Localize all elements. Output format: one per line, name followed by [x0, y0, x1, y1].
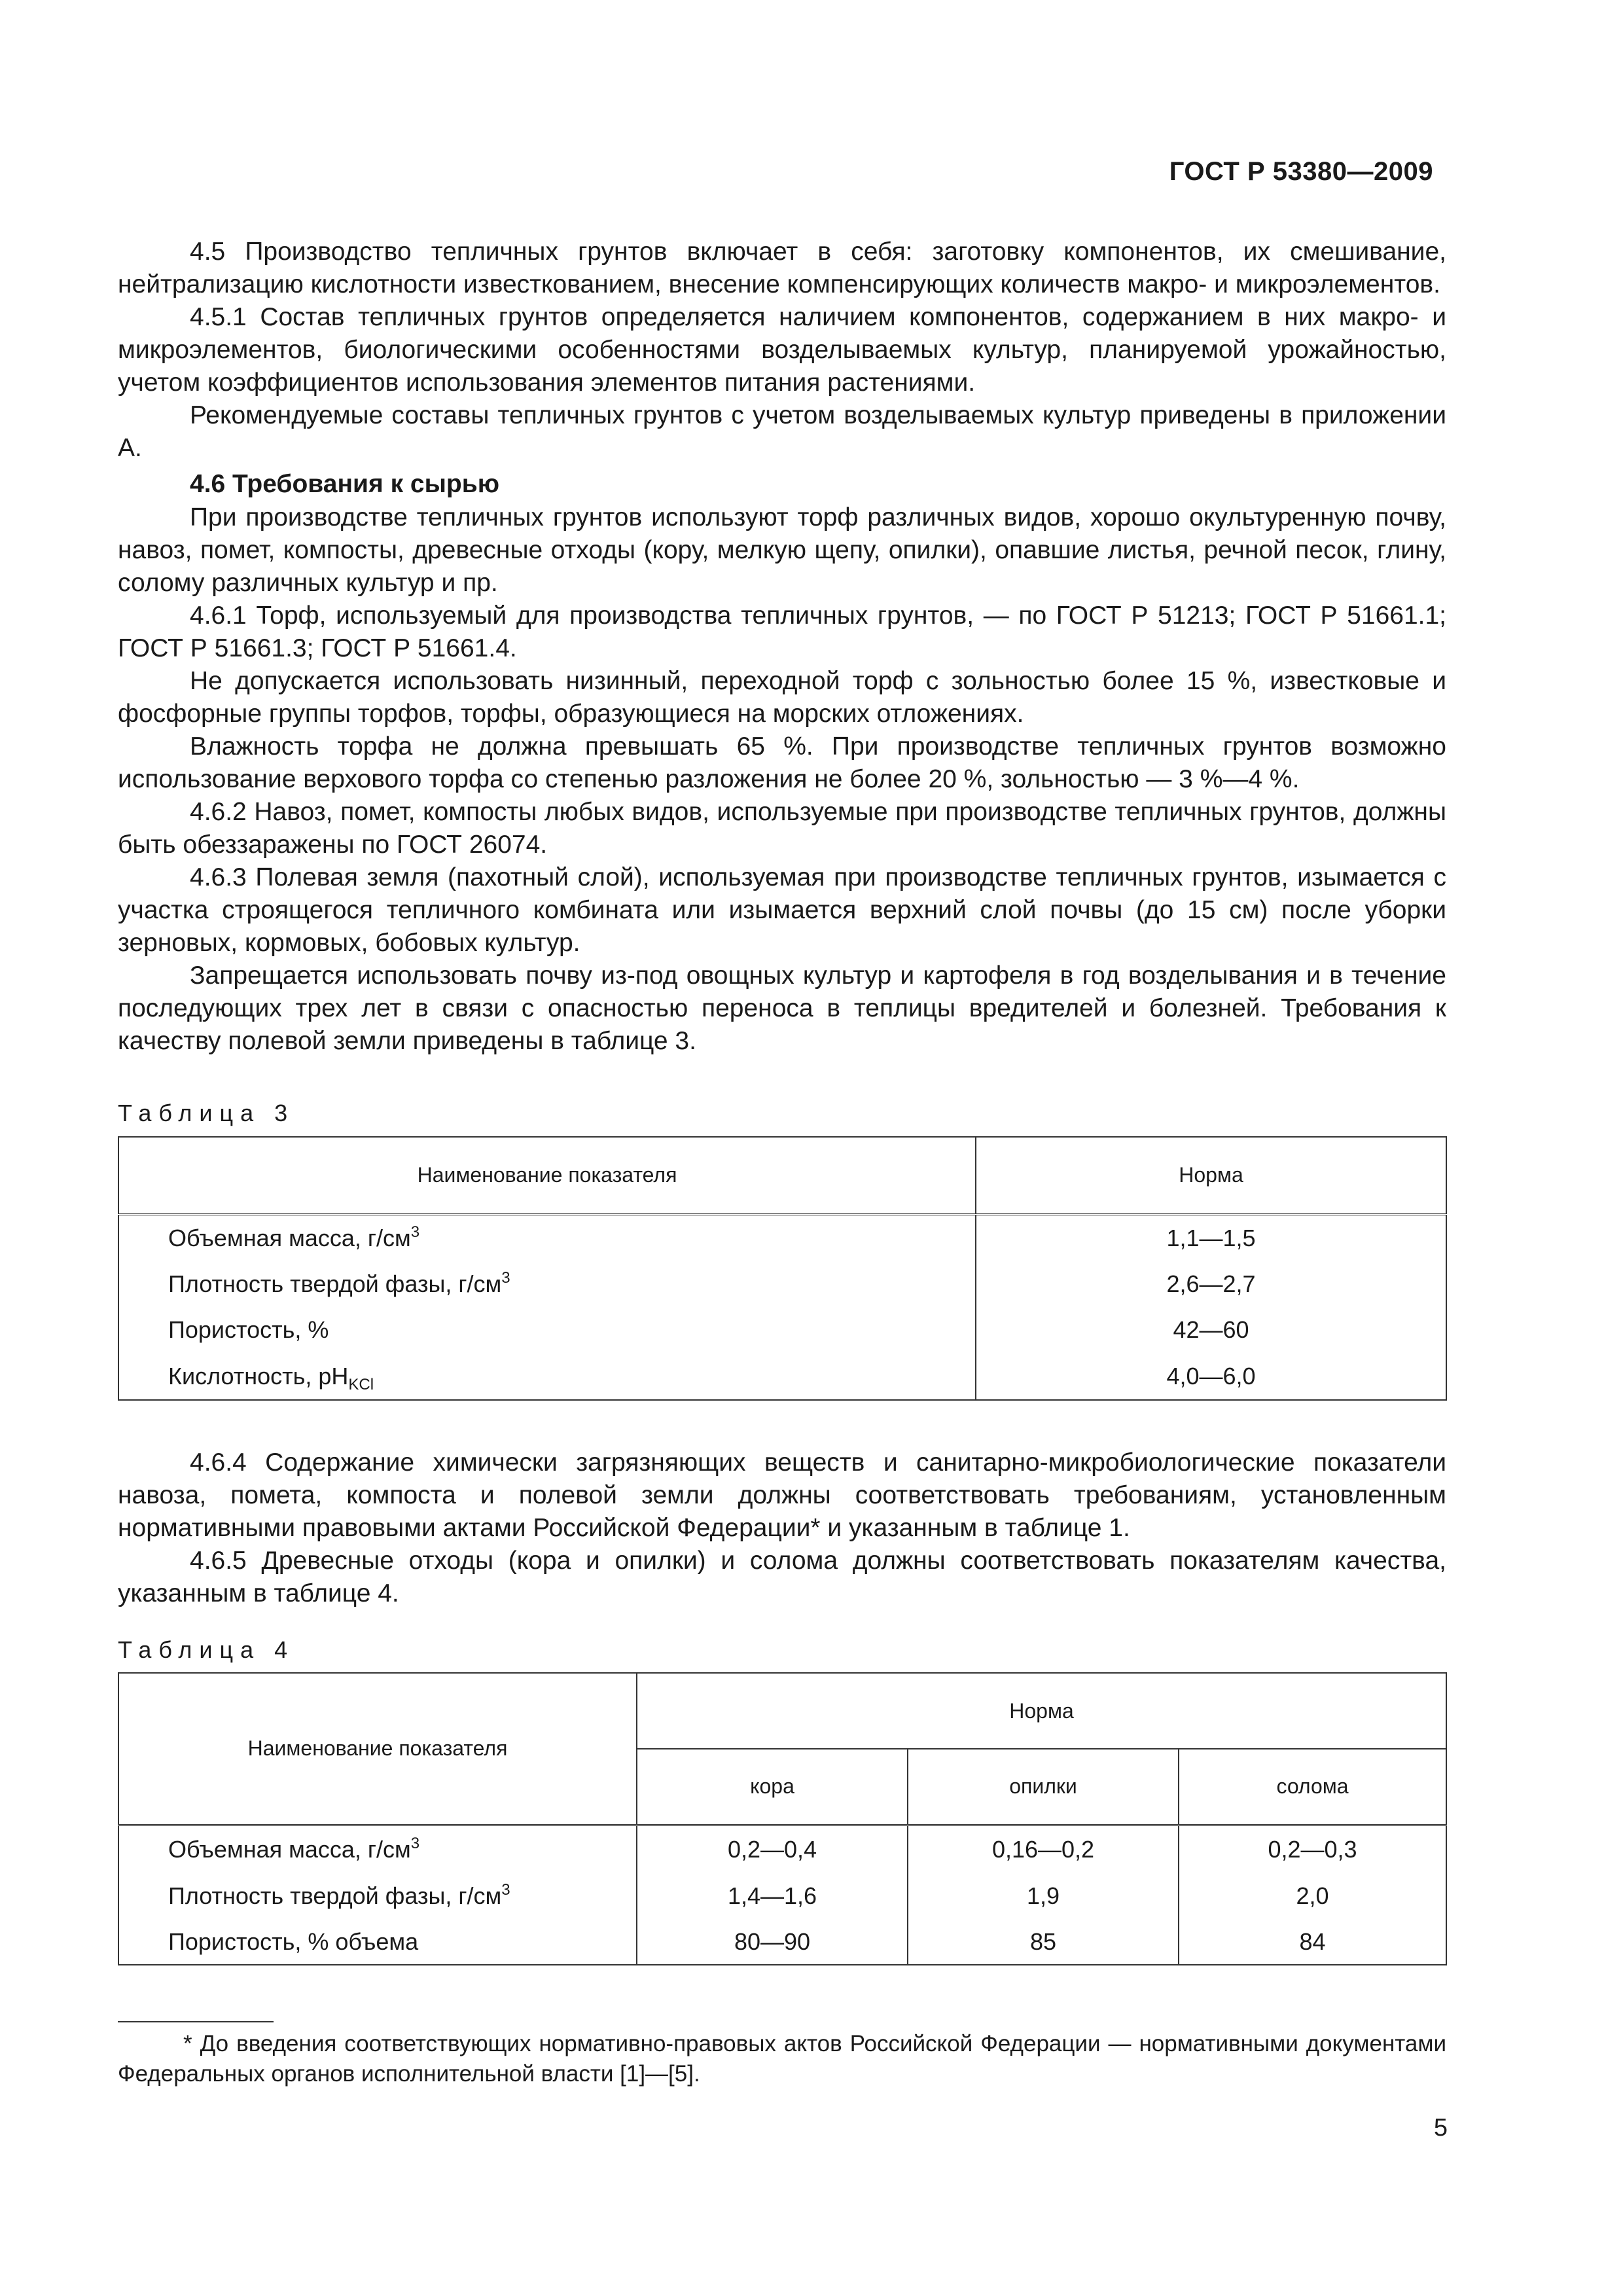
upper-body-text	[118, 236, 1446, 1058]
row-straw-cell: 0,2—0,3	[1179, 1825, 1446, 1873]
paragraph-peat-restrictions: Не допускается использовать низинный, переходной торф с зольностью более 15 %, известковые и фосфорные группы торфов, торфы, образующиеся на морских отложениях.	[118, 667, 1446, 728]
paragraph-4-6-5: 4.6.5 Древесные отходы (кора и опилки) и солома должны соответствовать показателям качества, указанным в таблице 4.	[118, 1547, 1446, 1607]
paragraph-4-5-1: 4.5.1 Состав тепличных грунтов определяется наличием компонентов, содержанием в них макро- и микроэлементов, биологическими особенностями возделываемых культур, планируемой урожайностью, учетом коэффициентов использования элементов питания растениями.	[118, 303, 1446, 397]
table-4	[118, 1672, 1447, 1965]
column-header-norm: Норма	[637, 1673, 1446, 1749]
column-header-norm: Норма	[976, 1137, 1446, 1214]
column-header-bark: кора	[637, 1749, 908, 1825]
lower-body-text	[118, 1446, 1446, 1610]
row-name-cell: Плотность твердой фазы, $г/см^3$	[118, 1261, 976, 1307]
footnote-separator	[118, 2021, 274, 2022]
row-straw-cell: 2,0	[1179, 1873, 1446, 1919]
paragraph-4-6-4: 4.6.4 Содержание химически загрязняющих веществ и санитарно-микробиологические показатели навоза, помета, компоста и полевой земли должны соответствовать требованиям, установленным нормативными правовыми актами Российской Федерации* и указанным в таблице 1.	[118, 1448, 1446, 1542]
table-3	[118, 1136, 1447, 1401]
table-row	[118, 1307, 1446, 1353]
table-row	[118, 1825, 1446, 1873]
table-4-caption: Таблица 4	[118, 1636, 295, 1663]
column-header-name: Наименование показателя	[118, 1673, 637, 1825]
paragraph-raw-materials: При производстве тепличных грунтов используют торф различных видов, хорошо окультуренную почву, навоз, помет, компосты, древесные отходы (кору, мелкую щепу, опилки), опавшие листья, речной песок, глину, солому различных культур и пр.	[118, 503, 1446, 597]
table-row	[118, 1353, 1446, 1400]
row-sawdust-cell: 0,16—0,2	[908, 1825, 1179, 1873]
row-name-cell: Пористость, % объема	[118, 1919, 637, 1965]
table-header-row	[118, 1673, 1446, 1749]
row-sawdust-cell: 1,9	[908, 1873, 1179, 1919]
column-header-name: Наименование показателя	[118, 1137, 976, 1214]
row-name-cell: Кислотность, $pH_{KCl}$	[118, 1353, 976, 1400]
row-norm-cell: 4,0—6,0	[976, 1353, 1446, 1400]
column-header-sawdust: опилки	[908, 1749, 1179, 1825]
row-bark-cell: 0,2—0,4	[637, 1825, 908, 1873]
row-straw-cell: 84	[1179, 1919, 1446, 1965]
row-norm-cell: 2,6—2,7	[976, 1261, 1446, 1307]
paragraph-peat-moisture: Влажность торфа не должна превышать 65 %. При производстве тепличных грунтов возможно использование верхового торфа со степенью разложения не более 20 %, зольностью — 3 %—4 %.	[118, 732, 1446, 793]
table-row	[118, 1919, 1446, 1965]
row-norm-cell: 1,1—1,5	[976, 1214, 1446, 1261]
row-name-cell: Пористость, %	[118, 1307, 976, 1353]
paragraph-recommended-compositions: Рекомендуемые составы тепличных грунтов с учетом возделываемых культур приведены в приложении А.	[118, 401, 1446, 462]
row-name-cell: Объемная масса, $г/см^3$	[118, 1825, 637, 1873]
table-row	[118, 1873, 1446, 1919]
paragraph-4-6-1: 4.6.1 Торф, используемый для производства тепличных грунтов, — по ГОСТ Р 51213; ГОСТ Р 51661.1; ГОСТ Р 51661.3; ГОСТ Р 51661.4.	[118, 601, 1446, 662]
table-3-caption: Таблица 3	[118, 1100, 295, 1126]
row-bark-cell: 1,4—1,6	[637, 1873, 908, 1919]
paragraph-4-6-2: 4.6.2 Навоз, помет, компосты любых видов, используемые при производстве тепличных грунтов, должны быть обеззаражены по ГОСТ 26074.	[118, 798, 1446, 859]
page-number: 5	[1433, 2114, 1448, 2142]
row-bark-cell: 80—90	[637, 1919, 908, 1965]
row-sawdust-cell: 85	[908, 1919, 1179, 1965]
row-name-cell: Объемная масса, $г/см^3$	[118, 1214, 976, 1261]
table-row	[118, 1214, 1446, 1261]
paragraph-soil-prohibition: Запрещается использовать почву из-под овощных культур и картофеля в год возделывания и в течение последующих трех лет в связи с опасностью переноса в теплицы вредителей и болезней. Требования к качеству полевой земли приведены в таблице 3.	[118, 961, 1446, 1055]
column-header-straw: солома	[1179, 1749, 1446, 1825]
standard-id-header: ГОСТ Р 53380—2009	[1169, 157, 1433, 186]
row-norm-cell: 42—60	[976, 1307, 1446, 1353]
section-heading-4-6: 4.6 Требования к сырью	[190, 470, 500, 498]
footnote: * До введения соответствующих нормативно-правовых актов Российской Федерации — нормативными документами Федеральных органов исполнительной власти [1]—[5].	[118, 2031, 1446, 2087]
table-row	[118, 1261, 1446, 1307]
row-name-cell: Плотность твердой фазы, $г/см^3$	[118, 1873, 637, 1919]
table-header-row	[118, 1137, 1446, 1214]
paragraph-4-6-3: 4.6.3 Полевая земля (пахотный слой), используемая при производстве тепличных грунтов, изымается с участка строящегося тепличного комбината или изымается верхний слой почвы (до 15 см) после уборки зерновых, кормовых, бобовых культур.	[118, 863, 1446, 957]
paragraph-4-5: 4.5 Производство тепличных грунтов включает в себя: заготовку компонентов, их смешивание, нейтрализацию кислотности известкованием, внесение компенсирующих количеств макро- и микроэлементов.	[118, 238, 1446, 298]
